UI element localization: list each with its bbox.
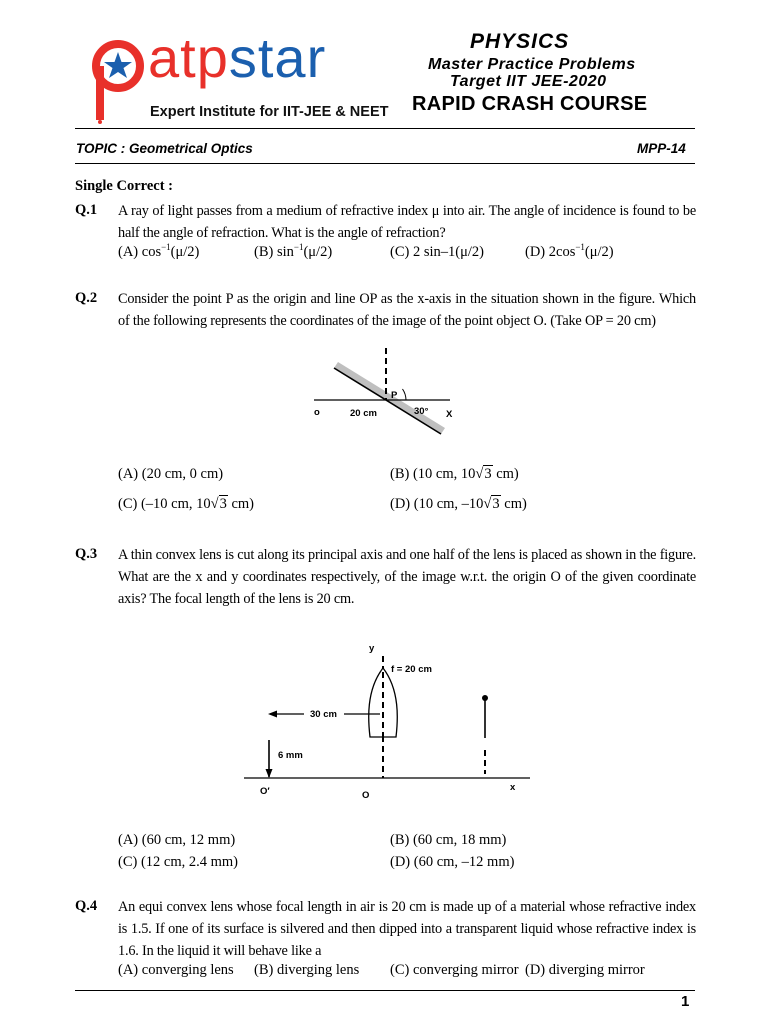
option-c: (C) (–10 cm, 10√3 cm) xyxy=(118,496,255,512)
question-text: Consider the point P as the origin and line OP as the x-axis in the situation shown in the figure. Which of the following represents the coordinates of the image of the point object O. (Take OP = 20 cm) xyxy=(118,291,696,329)
mirror-shading xyxy=(334,362,445,434)
option-a: (A) (20 cm, 0 cm) xyxy=(118,466,224,482)
option-b: (B) $\sin^{-1}(\mu/2)$ xyxy=(254,242,333,260)
option-a: (A) $\cos^{-1}(\mu/2)$ xyxy=(118,242,200,260)
label-focal-length: f = 20 cm xyxy=(391,664,432,675)
option-a: (A) (60 cm, 12 mm) xyxy=(118,832,236,848)
series-line-2: Target IIT JEE-2020 xyxy=(450,73,607,90)
sheet-code: MPP-14 xyxy=(637,141,686,156)
option-d: (D) (10 cm, –10√3 cm) xyxy=(390,496,527,512)
topic-label: TOPIC : Geometrical Optics xyxy=(76,141,253,156)
course-title: RAPID CRASH COURSE xyxy=(412,93,648,115)
label-y: y xyxy=(369,643,375,654)
label-p: P xyxy=(391,390,398,401)
label-x: X xyxy=(446,409,453,420)
question-text: An equi convex lens whose focal length in air is 20 cm is made up of a material whose refractive index is 1.5. If one of its surface is silvered and then dipped into a transparent liquid whose refractive index is 1.6. In the liquid it will behave like a xyxy=(118,899,696,959)
option-c: (C) converging mirror xyxy=(390,962,519,978)
label-height: 6 mm xyxy=(278,750,303,761)
figure-mirror xyxy=(300,342,460,442)
subject-title: PHYSICS xyxy=(470,30,570,53)
topic-divider xyxy=(75,163,695,164)
option-c: (C) (12 cm, 2.4 mm) xyxy=(118,854,239,870)
label-o-prime: O′ xyxy=(260,786,270,797)
option-a: (A) converging lens xyxy=(118,962,234,978)
option-b: (B) diverging lens xyxy=(254,962,360,978)
label-angle: 30° xyxy=(414,406,429,417)
figure-lens xyxy=(240,636,530,806)
question-number: Q.3 xyxy=(75,546,98,562)
section-heading: Single Correct : xyxy=(75,178,173,194)
arrow-head xyxy=(268,711,277,718)
question-number: Q.1 xyxy=(75,202,98,218)
label-x: x xyxy=(510,782,516,793)
page-number: 1 xyxy=(681,993,690,1010)
option-d: (D) $2\cos^{-1}(\mu/2)$ xyxy=(525,242,614,260)
option-b: (B) (10 cm, 10√3 cm) xyxy=(390,466,519,482)
question-text: A thin convex lens is cut along its principal axis and one half of the lens is placed as shown in the figure. What are the x and y coordinates respectively, of the image w.r.t. the origin O of the given coordinate axis? The focal length of the lens is 20 cm. xyxy=(118,547,696,607)
series-line-1: Master Practice Problems xyxy=(428,56,636,73)
option-c: (C) 2 sin–1(μ/2) xyxy=(390,244,484,260)
option-b: (B) (60 cm, 18 mm) xyxy=(390,832,507,848)
label-distance: 20 cm xyxy=(350,408,377,419)
label-o: o xyxy=(314,407,320,418)
arrow-head xyxy=(266,769,273,778)
question-number: Q.2 xyxy=(75,290,98,306)
label-distance: 30 cm xyxy=(310,709,337,720)
footer-divider xyxy=(75,990,695,991)
mirror-surface xyxy=(334,368,441,434)
label-origin: O xyxy=(362,790,370,801)
angle-arc xyxy=(403,389,407,400)
question-number: Q.4 xyxy=(75,898,98,914)
option-d: (D) diverging mirror xyxy=(525,962,645,978)
question-text: A ray of light passes from a medium of refractive index μ into air. The angle of incidence is found to be half the angle of refraction. What is the angle of refraction? xyxy=(118,203,696,241)
header-divider xyxy=(75,128,695,129)
logo-icon xyxy=(92,36,148,126)
option-d: (D) (60 cm, –12 mm) xyxy=(390,854,515,870)
brand-tagline: Expert Institute for IIT-JEE & NEET xyxy=(150,104,389,120)
brand-name: atpstar xyxy=(148,26,327,89)
